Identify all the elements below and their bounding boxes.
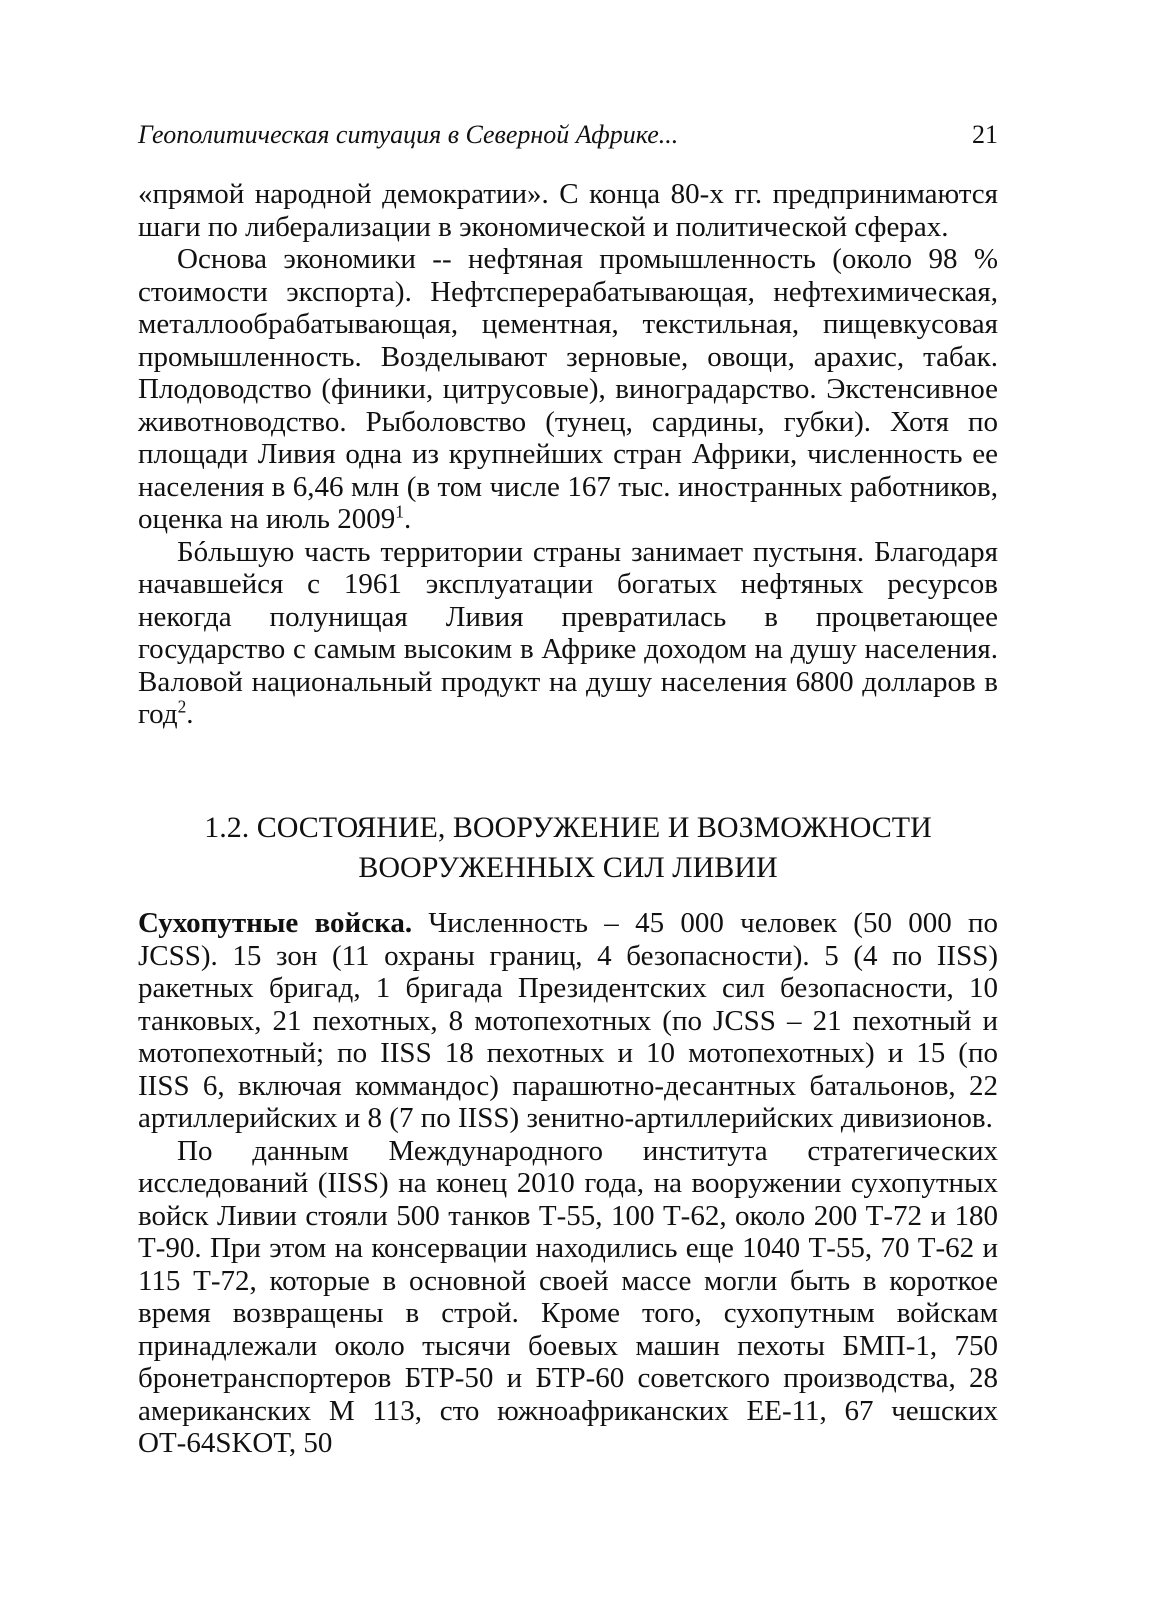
paragraph-continuation xyxy=(138,178,998,243)
paragraph-text: По данным Международного института стратегических исследований (IISS) на конец 2010 года, на вооружении сухопутных войск Ливии стояли 500 танков Т-55, 100 Т-62, около 200 Т-72 и 180 Т-90. При этом на консервации находились еще 1040 Т-55, 70 Т-62 и 115 Т-72, которые в основной своей массе могли быть в короткое время возвращены в строй. Кроме того, сухопутным войскам принадлежали около тысячи боевых машин пехоты БМП-1, 750 бронетранспортеров БТР-50 и БТР-60 советского производства, 28 американских М 113, сто южноафриканских ЕЕ-11, 67 чешских ОТ-64SKOT, 50 xyxy=(138,1134,998,1459)
paragraph-ground-forces xyxy=(138,907,998,1135)
footnote-ref: 2 xyxy=(177,696,187,717)
running-title: Геополитическая ситуация в Северной Африке... xyxy=(138,120,679,149)
section-heading-line-1: 1.2. СОСТОЯНИЕ, ВООРУЖЕНИЕ И ВОЗМОЖНОСТИ xyxy=(204,811,932,844)
paragraph-text: Основа экономики -- нефтяная промышленность (около 98 % стоимости экспорта). Нефтсперерабатывающая, нефтехимическая, металлообрабатывающая, цементная, текстильная, пищевкусовая промышленность. Возделывают зерновые, овощи, арахис, табак. Плодоводство (финики, цитрусовые), виноградарство. Экстенсивное животноводство. Рыболовство (тунец, сардины, губки). Хотя по площади Ливия одна из крупнейших стран Африки, численность ее населения в 6,46 млн (в том числе 167 тыс. иностранных работников, оценка на июль 2009 xyxy=(138,243,998,535)
paragraph-text: «прямой народной демократии». С конца 80-х гг. предпринимаются шаги по либерализации в экономической и политической сферах. xyxy=(138,178,998,243)
paragraph-lead: Сухопутные войска. xyxy=(138,907,413,939)
paragraph-economy xyxy=(138,243,998,536)
page-number: 21 xyxy=(972,120,998,149)
section-heading-line-2: ВООРУЖЕННЫХ СИЛ ЛИВИИ xyxy=(358,851,778,884)
paragraph-text: Численность – 45 000 человек (50 000 по JCSS). 15 зон (11 охраны границ, 4 безопасности). 5 (4 по IISS) ракетных бригад, 1 бригада Президентских сил безопасности, 10 танковых, 21 пехотных, 8 мотопехотных (по JCSS – 21 пехотный и мотопехотный; по IISS 18 пехотных и 10 мотопехотных) и 15 (по IISS 6, включая коммандос) парашютно-десантных батальонов, 22 артиллерийских и 8 (7 по IISS) зенитно-артиллерийских дивизионов. xyxy=(138,907,999,1134)
paragraph-territory xyxy=(138,536,998,731)
section-heading xyxy=(138,808,998,888)
paragraph-tail: . xyxy=(186,698,194,730)
body-text-lower xyxy=(138,907,998,1460)
running-header xyxy=(138,120,998,160)
paragraph-tail: . xyxy=(403,503,412,535)
paragraph-armament xyxy=(138,1135,998,1460)
paragraph-text: Бóльшую часть территории страны занимает пустыня. Благодаря начавшейся с 1961 эксплуатации богатых нефтяных ресурсов некогда полунищая Ливия превратилась в процветающее государство с самым высоким в Африке доходом на душу населения. Валовой национальный продукт на душу населения 6800 долларов в год xyxy=(138,535,998,730)
footnote-ref: 1 xyxy=(395,501,404,522)
body-text-upper xyxy=(138,178,998,731)
